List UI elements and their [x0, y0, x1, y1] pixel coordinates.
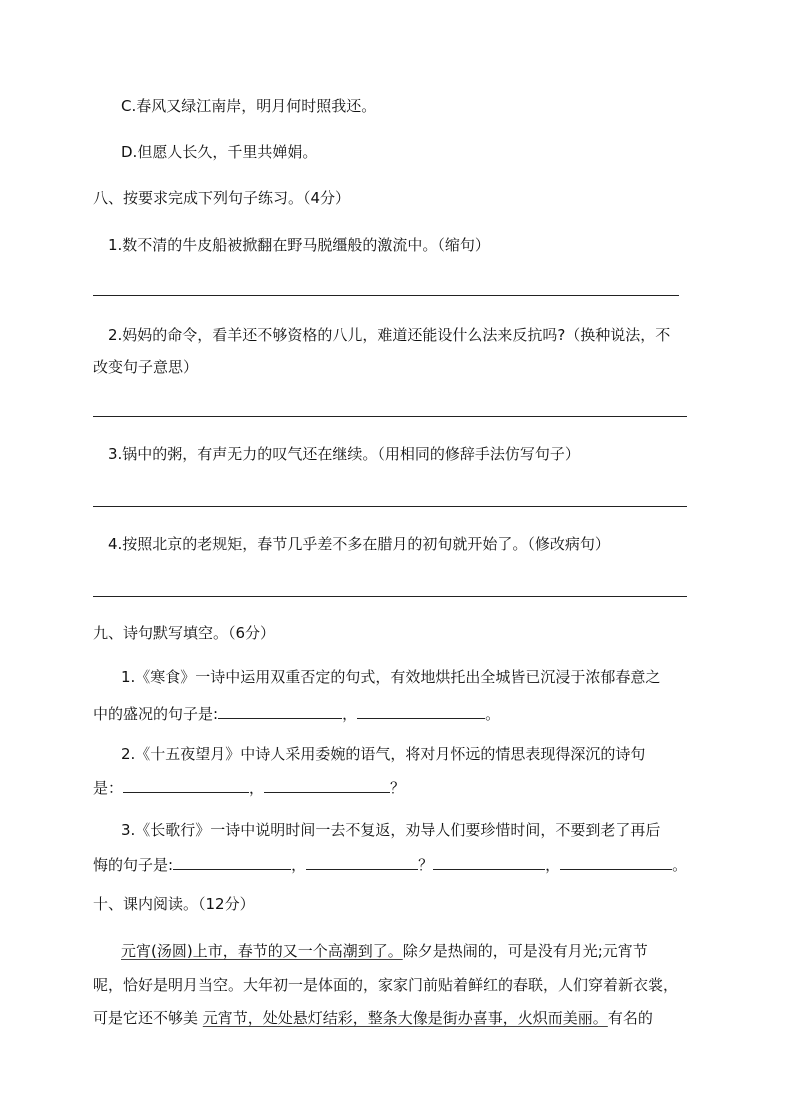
q9-item-3-line1: 3.《长歌行》一诗中说明时间一去不复返，劝导人们要珍惜时间，不要到老了再后 [121, 821, 661, 839]
q7-option-c: C.春风又绿江南岸，明月何时照我还。 [121, 97, 377, 115]
q9-item-3-sep1: ， [291, 856, 307, 874]
q9-item-3-end: 。 [672, 856, 688, 874]
q10-passage-line-2: 呢，恰好是明月当空。大年初一是体面的，家家门前贴着鲜红的春联，人们穿着新衣裳， [93, 976, 679, 994]
q10-passage-text-3b: 有名的 [607, 1009, 653, 1027]
q9-item-3-prefix: 悔的句子是: [93, 856, 174, 874]
q9-item-1-line1: 1.《寒食》一诗中运用双重否定的句式，有效地烘托出全城皆已沉浸于浓郁春意之 [121, 668, 661, 686]
q9-item-3-blank-3[interactable] [433, 853, 545, 870]
q10-passage-text-1: 除夕是热闹的，可是没有月光;元宵节 [402, 942, 648, 960]
q9-item-3-blank-4[interactable] [560, 853, 672, 870]
q9-item-3-blank-1[interactable] [173, 853, 291, 870]
q9-item-1-blank-1[interactable] [218, 702, 342, 719]
q9-item-3-line2 [93, 853, 687, 875]
q9-item-1-end: 。 [485, 705, 501, 723]
q8-answer-line-1[interactable] [93, 295, 679, 296]
q8-answer-line-2[interactable] [93, 416, 687, 417]
q8-item-4: 4.按照北京的老规矩，春节几乎差不多在腊月的初旬就开始了。（修改病句） [108, 535, 610, 553]
q9-item-2-prefix: 是： [93, 779, 124, 797]
q9-item-3-sep2: ？ [418, 856, 434, 874]
q10-underlined-sentence-2: 元宵节，处处悬灯结彩，整条大像是街办喜事，火炽而美丽。 [202, 1009, 608, 1027]
q9-item-2-sep: ， [249, 779, 265, 797]
q8-item-3: 3.锅中的粥，有声无力的叹气还在继续。（用相同的修辞手法仿写句子） [108, 445, 580, 463]
q8-item-2-line1: 2.妈妈的命令，看羊还不够资格的八儿，难道还能设什么法来反抗吗?（换种说法，不 [108, 326, 671, 344]
q9-item-2-end: ？ [390, 779, 406, 797]
q8-item-1: 1.数不清的牛皮船被掀翻在野马脱缰般的激流中。（缩句） [108, 236, 490, 254]
q9-item-1-line2 [93, 702, 500, 724]
q7-option-d: D.但愿人长久，千里共婵娟。 [121, 143, 318, 161]
q9-item-1-sep: ， [342, 705, 358, 723]
q9-item-1-prefix: 中的盛况的句子是: [93, 705, 219, 723]
q9-item-1-blank-2[interactable] [357, 702, 485, 719]
q8-heading: 八、按要求完成下列句子练习。（4分） [93, 189, 351, 207]
q9-item-2-blank-2[interactable] [264, 776, 390, 793]
q8-answer-line-3[interactable] [93, 506, 687, 507]
q9-item-2-blank-1[interactable] [123, 776, 249, 793]
q10-passage-line-3 [93, 1008, 653, 1028]
q9-item-3-sep3: ， [545, 856, 561, 874]
q10-heading: 十、课内阅读。（12分） [93, 895, 255, 913]
q9-item-2-line1: 2.《十五夜望月》中诗人采用委婉的语气，将对月怀远的情思表现得深沉的诗句 [121, 745, 646, 763]
q10-passage-line-1 [121, 941, 648, 961]
q10-underlined-sentence-1: 元宵(汤圆)上市，春节的又一个高潮到了。 [121, 942, 403, 960]
q9-heading: 九、诗句默写填空。（6分） [93, 624, 276, 642]
q8-answer-line-4[interactable] [93, 596, 687, 597]
q9-item-2-line2 [93, 776, 405, 798]
q8-item-2-line2: 改变句子意思） [93, 358, 199, 376]
q10-passage-text-3a: 可是它还不够美 [93, 1009, 199, 1027]
q9-item-3-blank-2[interactable] [306, 853, 418, 870]
